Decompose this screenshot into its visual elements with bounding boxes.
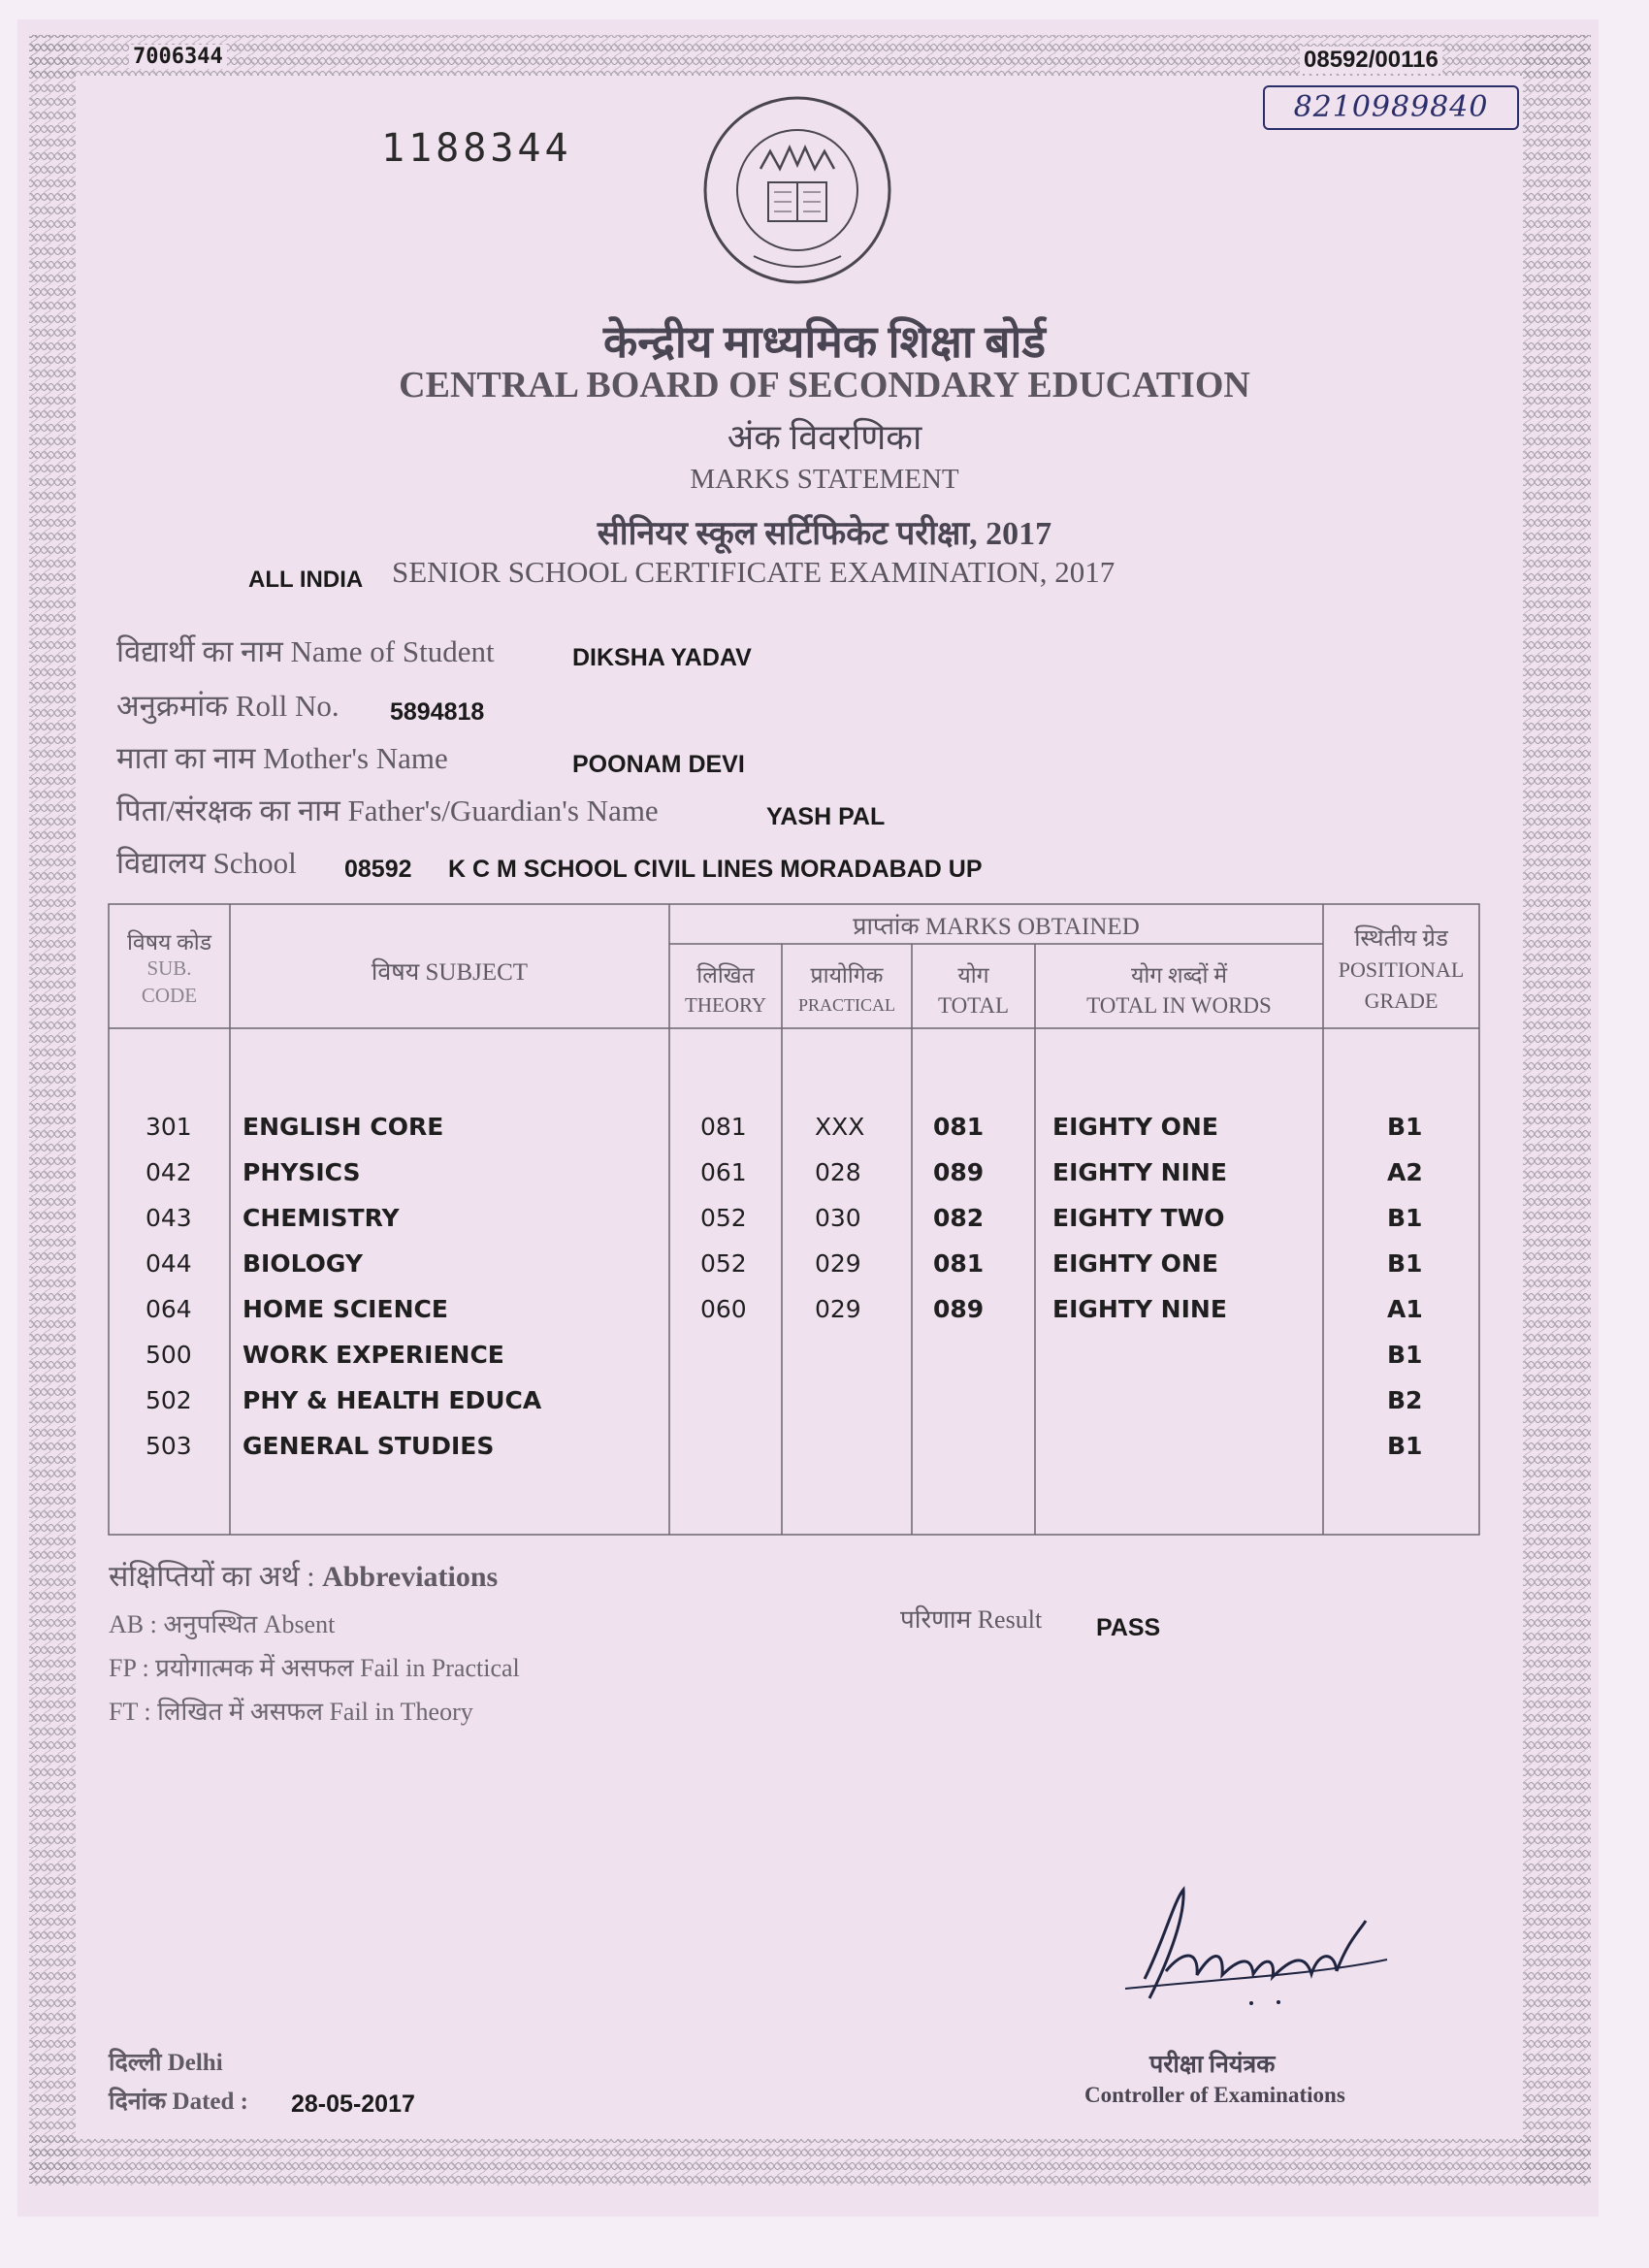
controller-title-english: Controller of Examinations [1084, 2083, 1345, 2107]
result-value: PASS [1096, 1614, 1161, 1641]
header-code-hindi: विषय कोड [126, 930, 212, 955]
header-grade-en-2: GRADE [1364, 988, 1439, 1013]
certificate-number: 1188344 [381, 126, 572, 171]
student-name-label: विद्यार्थी का नाम Name of Student [116, 634, 495, 668]
abbreviation-item: AB : अनुपस्थित Absent [109, 1610, 336, 1638]
row-grade: A2 [1387, 1158, 1423, 1186]
row-grade: B2 [1387, 1386, 1423, 1414]
row-code: 503 [146, 1432, 192, 1460]
row-theory: 081 [700, 1113, 747, 1141]
row-subject: PHYSICS [242, 1158, 361, 1186]
row-code: 064 [146, 1295, 192, 1323]
header-total-hindi: योग [957, 963, 989, 988]
statement-title-hindi: अंक विवरणिका [727, 418, 922, 457]
row-subject: GENERAL STUDIES [242, 1432, 495, 1460]
row-code: 500 [146, 1341, 192, 1369]
school-label: विद्यालय School [116, 846, 297, 880]
mother-name: POONAM DEVI [572, 751, 745, 778]
controller-signature [1106, 1882, 1416, 2027]
issue-date: 28-05-2017 [291, 2090, 415, 2118]
board-title-english: CENTRAL BOARD OF SECONDARY EDUCATION [399, 365, 1250, 405]
row-subject: HOME SCIENCE [242, 1295, 448, 1323]
abbreviations-title-hindi: संक्षिप्तियों का अर्थ : [109, 1561, 315, 1593]
exam-title-english: SENIOR SCHOOL CERTIFICATE EXAMINATION, 2017 [392, 555, 1116, 589]
board-title-hindi: केन्द्रीय माध्यमिक शिक्षा बोर्ड [602, 317, 1047, 367]
row-grade: B1 [1387, 1341, 1423, 1369]
header-code-en-1: SUB. [146, 956, 192, 980]
header-words-en: TOTAL IN WORDS [1086, 993, 1272, 1018]
row-code: 042 [146, 1158, 192, 1186]
row-grade: B1 [1387, 1249, 1423, 1278]
header-practical-hindi: प्रायोगिक [810, 963, 884, 988]
row-theory: 061 [700, 1158, 747, 1186]
abbreviations-title-english: Abbreviations [322, 1561, 499, 1593]
row-practical: 030 [815, 1204, 861, 1232]
row-code: 301 [146, 1113, 192, 1141]
header-words-hindi: योग शब्दों में [1131, 963, 1227, 988]
serial-top-left: 7006344 [129, 45, 227, 69]
row-subject: WORK EXPERIENCE [242, 1341, 504, 1369]
row-theory: 060 [700, 1295, 747, 1323]
row-subject: ENGLISH CORE [242, 1113, 444, 1141]
dated-label: दिनांक Dated : [109, 2089, 249, 2115]
row-grade: B1 [1387, 1204, 1423, 1232]
table-row [0, 1341, 1649, 1374]
row-practical: 029 [815, 1249, 861, 1278]
row-theory: 052 [700, 1204, 747, 1232]
row-total: 082 [933, 1204, 985, 1232]
abbreviations-title [109, 1555, 498, 1595]
row-practical: XXX [815, 1113, 865, 1141]
row-total-words: EIGHTY NINE [1052, 1158, 1227, 1186]
row-total: 081 [933, 1113, 985, 1141]
roll-label: अनुक्रमांक Roll No. [116, 689, 340, 723]
table-row [0, 1295, 1649, 1328]
row-code: 502 [146, 1386, 192, 1414]
place-label: दिल्ली Delhi [109, 2050, 223, 2076]
header-grade-hindi: स्थितीय ग्रेड [1354, 926, 1448, 952]
row-subject: PHY & HEALTH EDUCA [242, 1386, 542, 1414]
row-subject: CHEMISTRY [242, 1204, 400, 1232]
row-code: 043 [146, 1204, 192, 1232]
row-practical: 029 [815, 1295, 861, 1323]
roll-number: 5894818 [390, 698, 485, 726]
header-subject: विषय SUBJECT [371, 959, 529, 986]
row-theory: 052 [700, 1249, 747, 1278]
row-total-words: EIGHTY NINE [1052, 1295, 1227, 1323]
row-grade: A1 [1387, 1295, 1423, 1323]
header-theory-hindi: लिखित [696, 963, 755, 988]
table-row [0, 1158, 1649, 1191]
row-total: 081 [933, 1249, 985, 1278]
serial-top-right: 08592/00116 [1300, 47, 1442, 74]
row-total: 089 [933, 1295, 985, 1323]
row-grade: B1 [1387, 1432, 1423, 1460]
row-total-words: EIGHTY ONE [1052, 1249, 1218, 1278]
father-name: YASH PAL [766, 803, 886, 830]
student-name: DIKSHA YADAV [572, 644, 752, 671]
abbreviation-item: FT : लिखित में असफल Fail in Theory [109, 1698, 473, 1726]
row-total-words: EIGHTY TWO [1052, 1204, 1225, 1232]
abbreviation-item: FP : प्रयोगात्मक में असफल Fail in Practical [109, 1654, 520, 1682]
row-total-words: EIGHTY ONE [1052, 1113, 1218, 1141]
result-label: परिणाम Result [900, 1605, 1043, 1634]
mother-name-label: माता का नाम Mother's Name [116, 741, 448, 775]
header-grade-en-1: POSITIONAL [1338, 957, 1465, 982]
father-name-label: पिता/संरक्षक का नाम Father's/Guardian's Name [116, 794, 659, 827]
header-total-en: TOTAL [937, 993, 1010, 1018]
header-practical-en: PRACTICAL [797, 995, 895, 1015]
row-total: 089 [933, 1158, 985, 1186]
row-grade: B1 [1387, 1113, 1423, 1141]
header-theory-en: THEORY [685, 993, 766, 1017]
school-name: K C M SCHOOL CIVIL LINES MORADABAD UP [448, 856, 983, 883]
exam-title-hindi: सीनियर स्कूल सर्टिफिकेट परीक्षा, 2017 [597, 516, 1052, 552]
table-row [0, 1204, 1649, 1237]
row-subject: BIOLOGY [242, 1249, 363, 1278]
statement-title-english: MARKS STATEMENT [690, 464, 959, 495]
header-marks-obtained: प्राप्तांक MARKS OBTAINED [853, 914, 1140, 940]
exam-prefix: ALL INDIA [248, 567, 364, 593]
header-code-en-2: CODE [141, 984, 198, 1007]
row-practical: 028 [815, 1158, 861, 1186]
table-row [0, 1249, 1649, 1282]
row-code: 044 [146, 1249, 192, 1278]
table-row [0, 1113, 1649, 1146]
table-row [0, 1386, 1649, 1419]
table-row [0, 1432, 1649, 1465]
controller-title-hindi: परीक्षा नियंत्रक [1149, 2052, 1276, 2078]
school-code: 08592 [344, 856, 412, 883]
handwritten-number: 8210989840 [1293, 90, 1489, 124]
